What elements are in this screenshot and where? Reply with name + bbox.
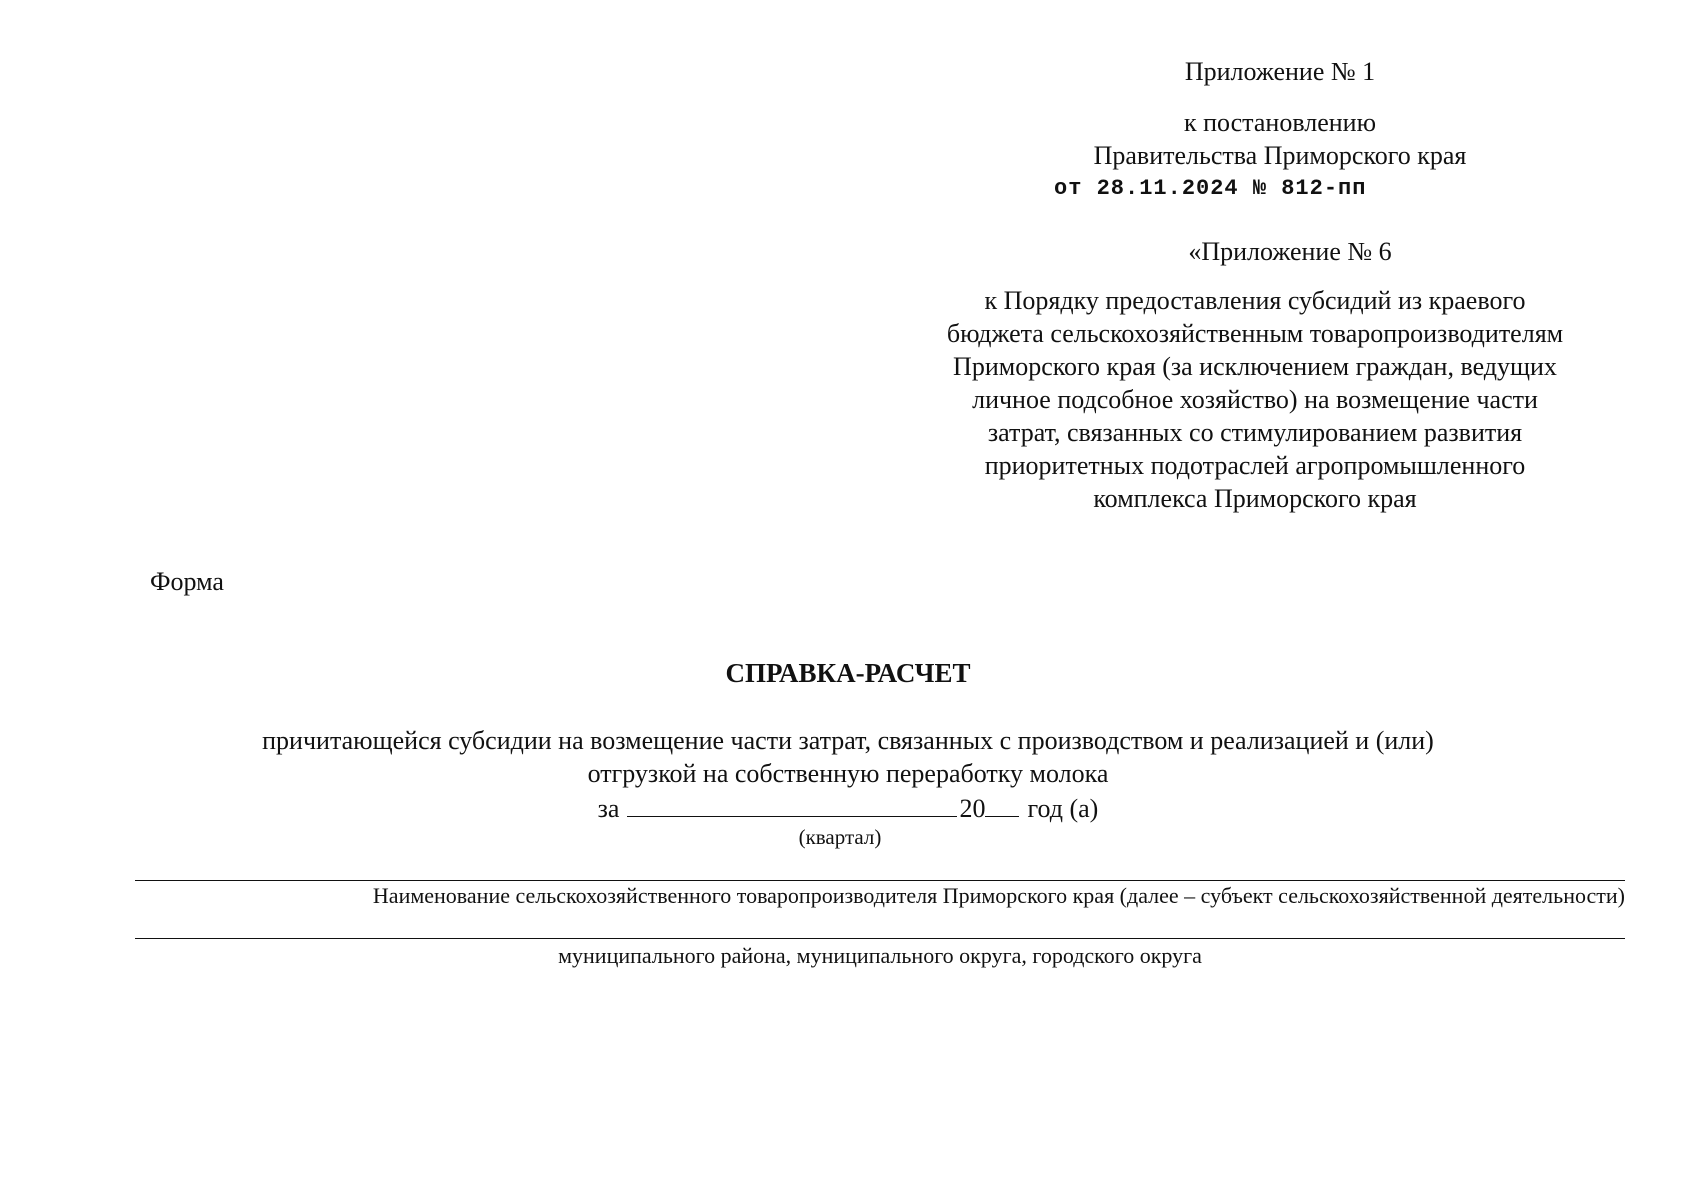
district-name-field[interactable]: [135, 938, 1625, 939]
order-line-7: комплекса Приморского края: [1093, 484, 1417, 513]
order-line-1: к Порядку предоставления субсидий из краевого: [984, 286, 1526, 315]
decree-line-2: Правительства Приморского края: [1093, 141, 1467, 170]
order-reference: [900, 284, 1610, 515]
producer-name-caption: Наименование сельскохозяйственного товаропроизводителя Приморского края (далее – субъект сельскохозяйственной деятельности): [372, 883, 1625, 908]
producer-name-field[interactable]: [135, 880, 1625, 881]
order-line-4: личное подсобное хозяйство) на возмещение части: [972, 385, 1538, 414]
decree-line-1: к постановлению: [1183, 108, 1377, 137]
order-line-2: бюджета сельскохозяйственным товаропроизводителям: [946, 319, 1564, 348]
period-year-prefix: 20: [959, 794, 986, 823]
document-subtitle: [0, 724, 1696, 790]
order-line-6: приоритетных подотраслей агропромышленного: [984, 451, 1526, 480]
document-title: СПРАВКА-РАСЧЕТ: [725, 658, 971, 688]
decree-reference: [1000, 106, 1560, 172]
quarter-blank-field[interactable]: [627, 790, 957, 817]
decree-date-stamp: от 28.11.2024 № 812-пп: [1054, 176, 1367, 201]
order-line-3: Приморского края (за исключением граждан, ведущих: [953, 352, 1557, 381]
district-name-caption: муниципального района, муниципального округа, городского округа: [558, 943, 1202, 968]
subtitle-line-2: отгрузкой на собственную переработку молока: [587, 759, 1109, 788]
appendix-1-heading: Приложение № 1: [1184, 57, 1376, 86]
period-line: [0, 790, 1696, 825]
quarter-hint: (квартал): [798, 825, 882, 849]
appendix-6-heading: «Приложение № 6: [1188, 237, 1392, 266]
form-label: Форма: [150, 567, 224, 596]
subtitle-line-1: причитающейся субсидии на возмещение части затрат, связанных с производством и реализацией и (или): [262, 726, 1434, 755]
year-blank-field[interactable]: [985, 790, 1019, 817]
order-line-5: затрат, связанных со стимулированием развития: [987, 418, 1523, 447]
period-suffix: год (а): [1027, 794, 1099, 823]
period-prefix: за: [597, 794, 620, 823]
